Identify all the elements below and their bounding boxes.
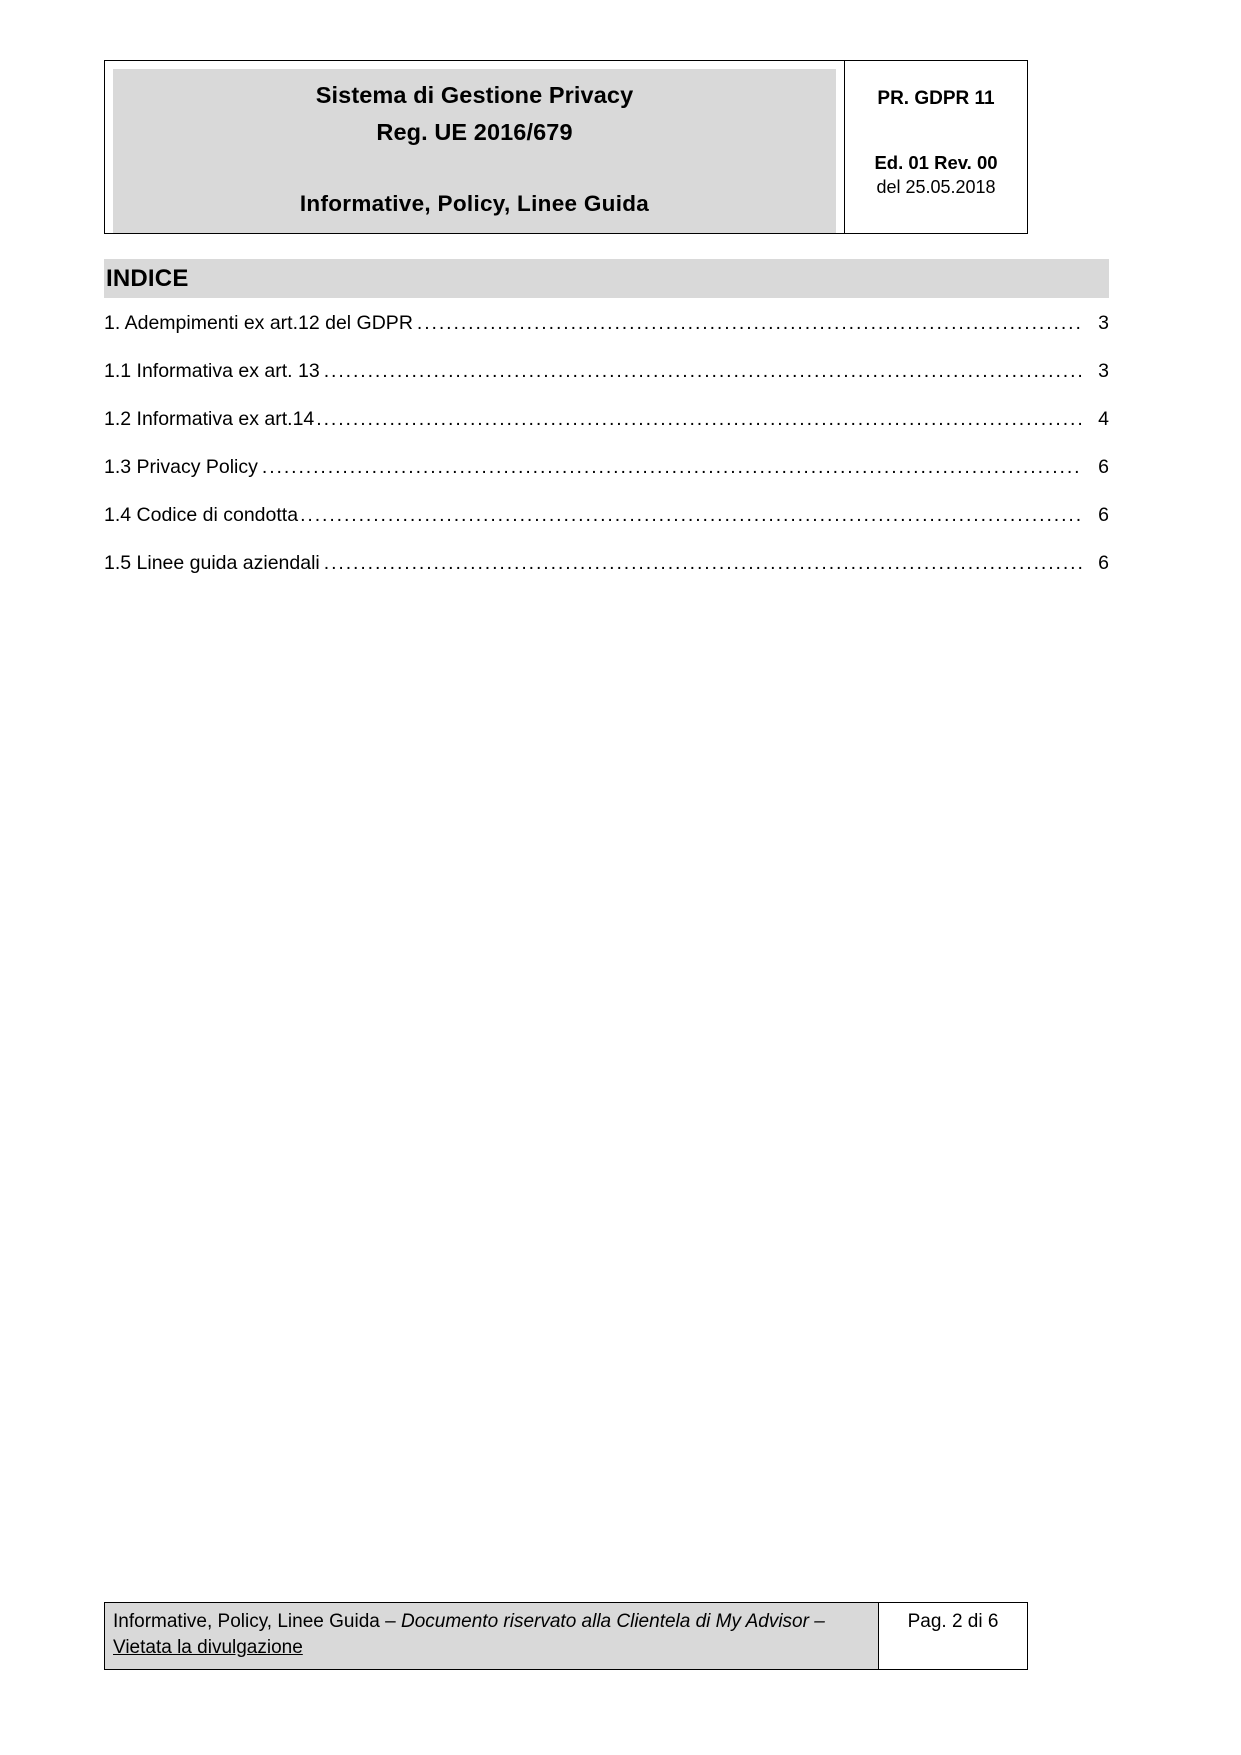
index-heading-label: INDICE <box>106 264 189 292</box>
toc-leader-dots <box>316 408 1083 428</box>
header-title-cell <box>105 61 845 233</box>
toc-leader-dots <box>324 360 1083 380</box>
toc-entry[interactable] <box>104 408 1109 456</box>
toc-entry[interactable] <box>104 360 1109 408</box>
toc-entry[interactable] <box>104 552 1109 600</box>
header-date: del 25.05.2018 <box>876 177 996 197</box>
header-title-line2: Reg. UE 2016/679 <box>113 116 836 153</box>
document-header-table <box>104 60 1028 234</box>
toc-leader-dots <box>300 504 1083 524</box>
toc-entry-page: 6 <box>1098 552 1109 574</box>
table-of-contents <box>104 312 1109 600</box>
toc-entry-label: 1. Adempimenti ex art.12 del GDPR <box>104 312 413 334</box>
footer-text-underlined: Vietata la divulgazione <box>113 1637 303 1658</box>
toc-entry-label: 1.5 Linee guida aziendali <box>104 552 320 574</box>
toc-entry-page: 3 <box>1098 360 1109 382</box>
toc-leader-dots <box>417 312 1083 332</box>
toc-entry-page: 3 <box>1098 312 1109 334</box>
toc-entry-label: 1.3 Privacy Policy <box>104 456 258 478</box>
toc-leader-dots <box>262 456 1083 476</box>
header-code-cell <box>845 61 1027 233</box>
header-title-spacer <box>113 153 836 181</box>
footer-text-cell <box>105 1603 879 1669</box>
toc-leader-dots <box>324 552 1083 572</box>
footer-text-plain: Informative, Policy, Linee Guida – <box>113 1611 401 1632</box>
header-edition: Ed. 01 Rev. 00 <box>874 152 998 173</box>
header-code-spacer <box>855 111 1017 151</box>
toc-entry-page: 4 <box>1098 408 1109 430</box>
toc-entry-page: 6 <box>1098 504 1109 526</box>
index-heading-bar <box>104 259 1109 298</box>
toc-entry-label: 1.2 Informativa ex art.14 <box>104 408 315 430</box>
footer-text-italic: Documento riservato alla Clientela di My Advisor – <box>400 1611 825 1632</box>
document-footer <box>104 1602 1028 1670</box>
toc-entry[interactable] <box>104 456 1109 504</box>
toc-entry[interactable] <box>104 312 1109 360</box>
header-doc-code: PR. GDPR 11 <box>877 88 995 109</box>
footer-page-indicator: Pag. 2 di 6 <box>879 1603 1027 1669</box>
header-subtitle: Informative, Policy, Linee Guida <box>113 181 836 233</box>
toc-entry-label: 1.1 Informativa ex art. 13 <box>104 360 320 382</box>
toc-entry-page: 6 <box>1098 456 1109 478</box>
header-title-line1: Sistema di Gestione Privacy <box>113 69 836 116</box>
toc-entry-label: 1.4 Codice di condotta <box>104 504 299 526</box>
toc-entry[interactable] <box>104 504 1109 552</box>
